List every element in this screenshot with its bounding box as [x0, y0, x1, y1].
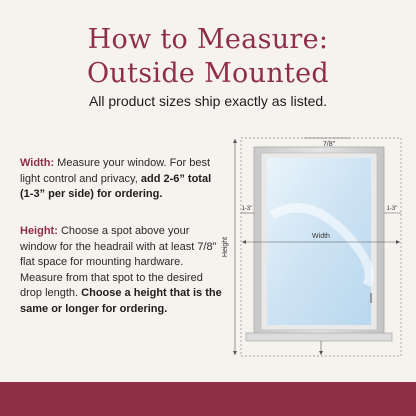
- height-arrow-bottom-head: [233, 351, 237, 355]
- width-arrow-left-head: [242, 240, 246, 244]
- width-instructions: [20, 156, 227, 203]
- height-label: Height: [222, 236, 229, 258]
- footer-band: [0, 382, 416, 416]
- window-hinge: [370, 293, 372, 303]
- top-gap-label: 7/8": [322, 141, 336, 148]
- left-gap-label: 1-3": [241, 206, 253, 212]
- height-arrow-top-head: [233, 139, 237, 143]
- width-arrow-right-head: [396, 240, 400, 244]
- bottom-drop-arrow-head: [319, 351, 323, 355]
- window-diagram: [222, 135, 408, 360]
- title-line-1: How to Measure:: [87, 24, 329, 55]
- width-text: Measure your window. For best light control and privacy,: [20, 157, 211, 185]
- height-instructions: [20, 224, 227, 318]
- window-sill: [246, 333, 392, 341]
- right-gap-label: 1-3": [386, 206, 398, 212]
- width-label: Width: [312, 233, 330, 240]
- width-heading: Width:: [20, 157, 55, 169]
- height-heading: Height:: [20, 225, 58, 237]
- height-text: Choose a spot above your window for the headrail with at least 7/8” flat space for mounting hardware. Measure from that spot to the desired drop length.: [20, 225, 217, 300]
- title-line-2: Outside Mounted: [86, 58, 329, 89]
- subtitle: All product sizes ship exactly as listed.: [88, 93, 328, 109]
- width-emphasis: add 2-6” total (1-3” per side) for ordering.: [20, 172, 212, 201]
- height-emphasis: Choose a height that is the same or longer for ordering.: [20, 287, 222, 315]
